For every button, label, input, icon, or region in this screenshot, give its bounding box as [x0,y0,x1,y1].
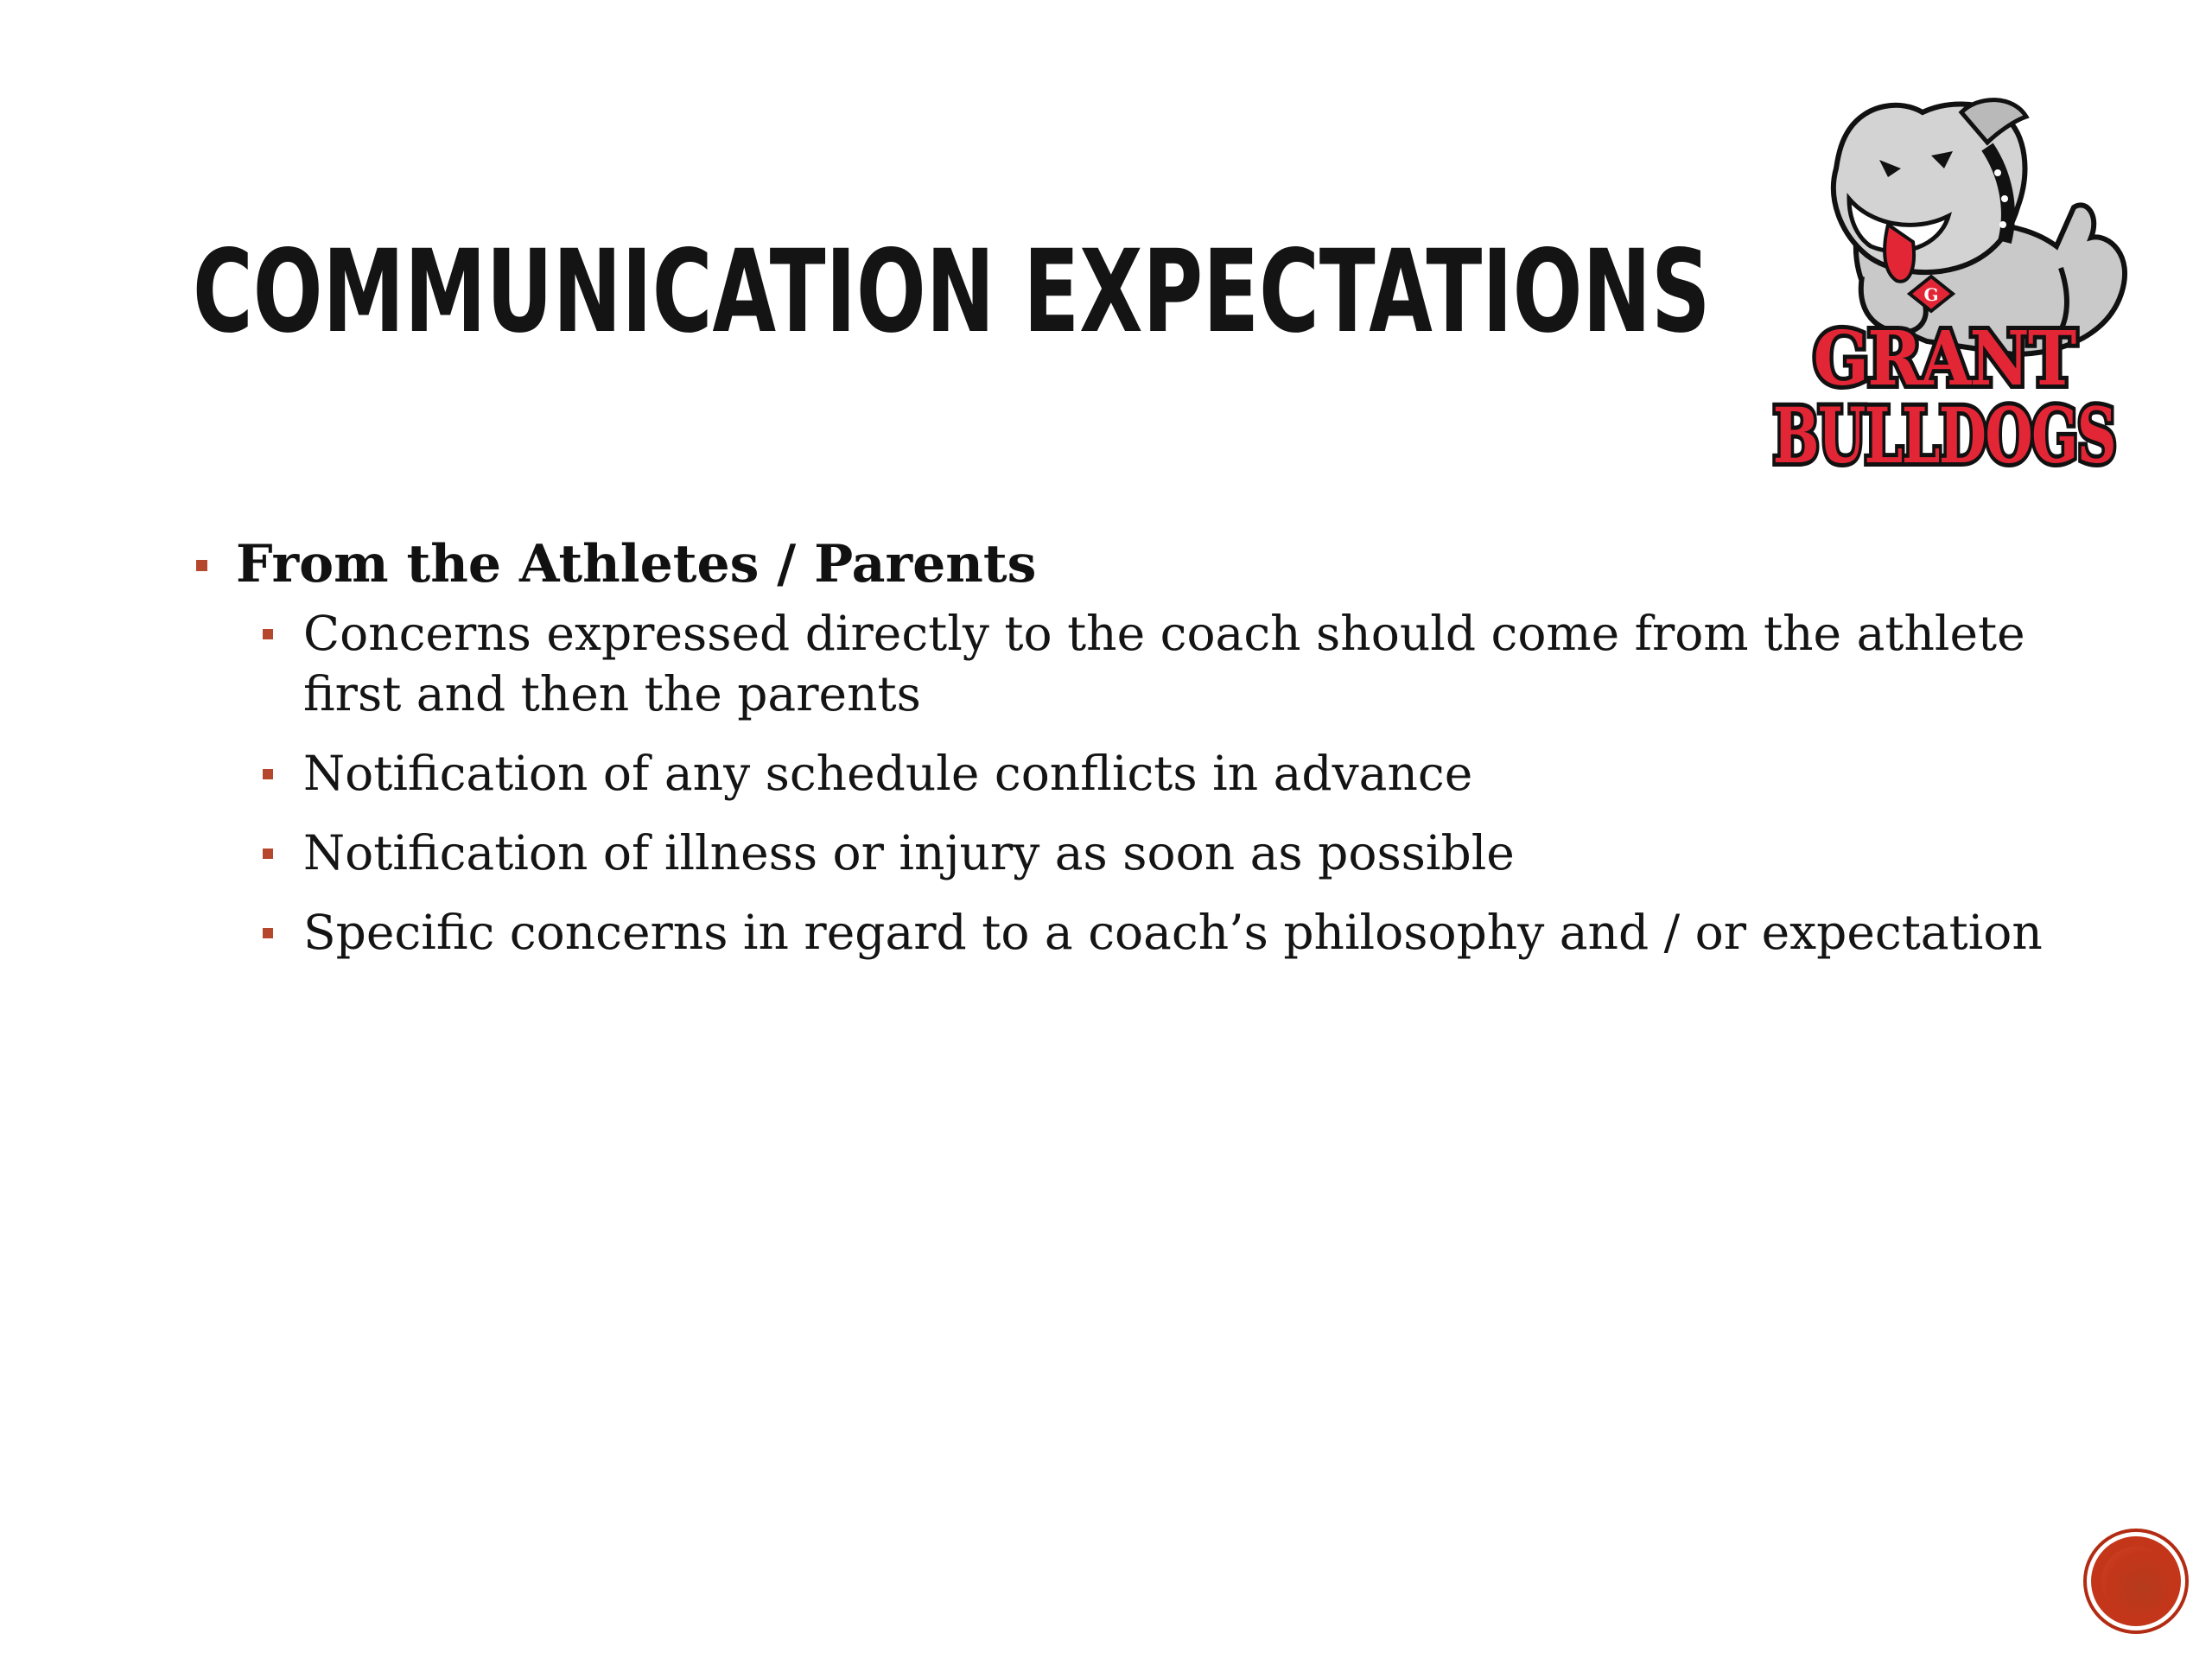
list-item [303,603,2050,724]
slide-title: COMMUNICATION EXPECTATIONS [193,226,1711,359]
bullet-heading-text: From the Athletes / Parents [236,534,1037,594]
logo-text-grant: GRANT [1813,315,2075,404]
square-bullet-icon [263,928,273,938]
list-item-text: Specific concerns in regard to a coach’s philosophy and / or expectation [303,905,2043,960]
logo-text-bulldogs: BULLDOGS [1772,391,2116,475]
square-bullet-icon [196,560,207,571]
slide-nav-button[interactable] [2091,1536,2181,1626]
list-item-text: Notification of illness or injury as soon as possible [303,825,1515,880]
grant-bulldogs-logo [1728,95,2160,475]
list-item-text: Notification of any schedule conflicts in advance [303,746,1473,801]
square-bullet-icon [263,769,273,779]
bulldog-mascot-image [1728,95,2160,475]
list-item [303,823,2050,883]
square-bullet-icon [263,849,273,859]
bullet-heading [193,529,2050,600]
list-item [303,743,2050,804]
list-item-text: Concerns expressed directly to the coach should come from the athlete first and then the parents [303,606,2025,721]
square-bullet-icon [263,629,273,639]
list-item [303,902,2050,963]
sub-bullet-list [193,603,2050,963]
logo-badge-letter: G [1923,284,1939,305]
bullet-list [193,529,2050,982]
